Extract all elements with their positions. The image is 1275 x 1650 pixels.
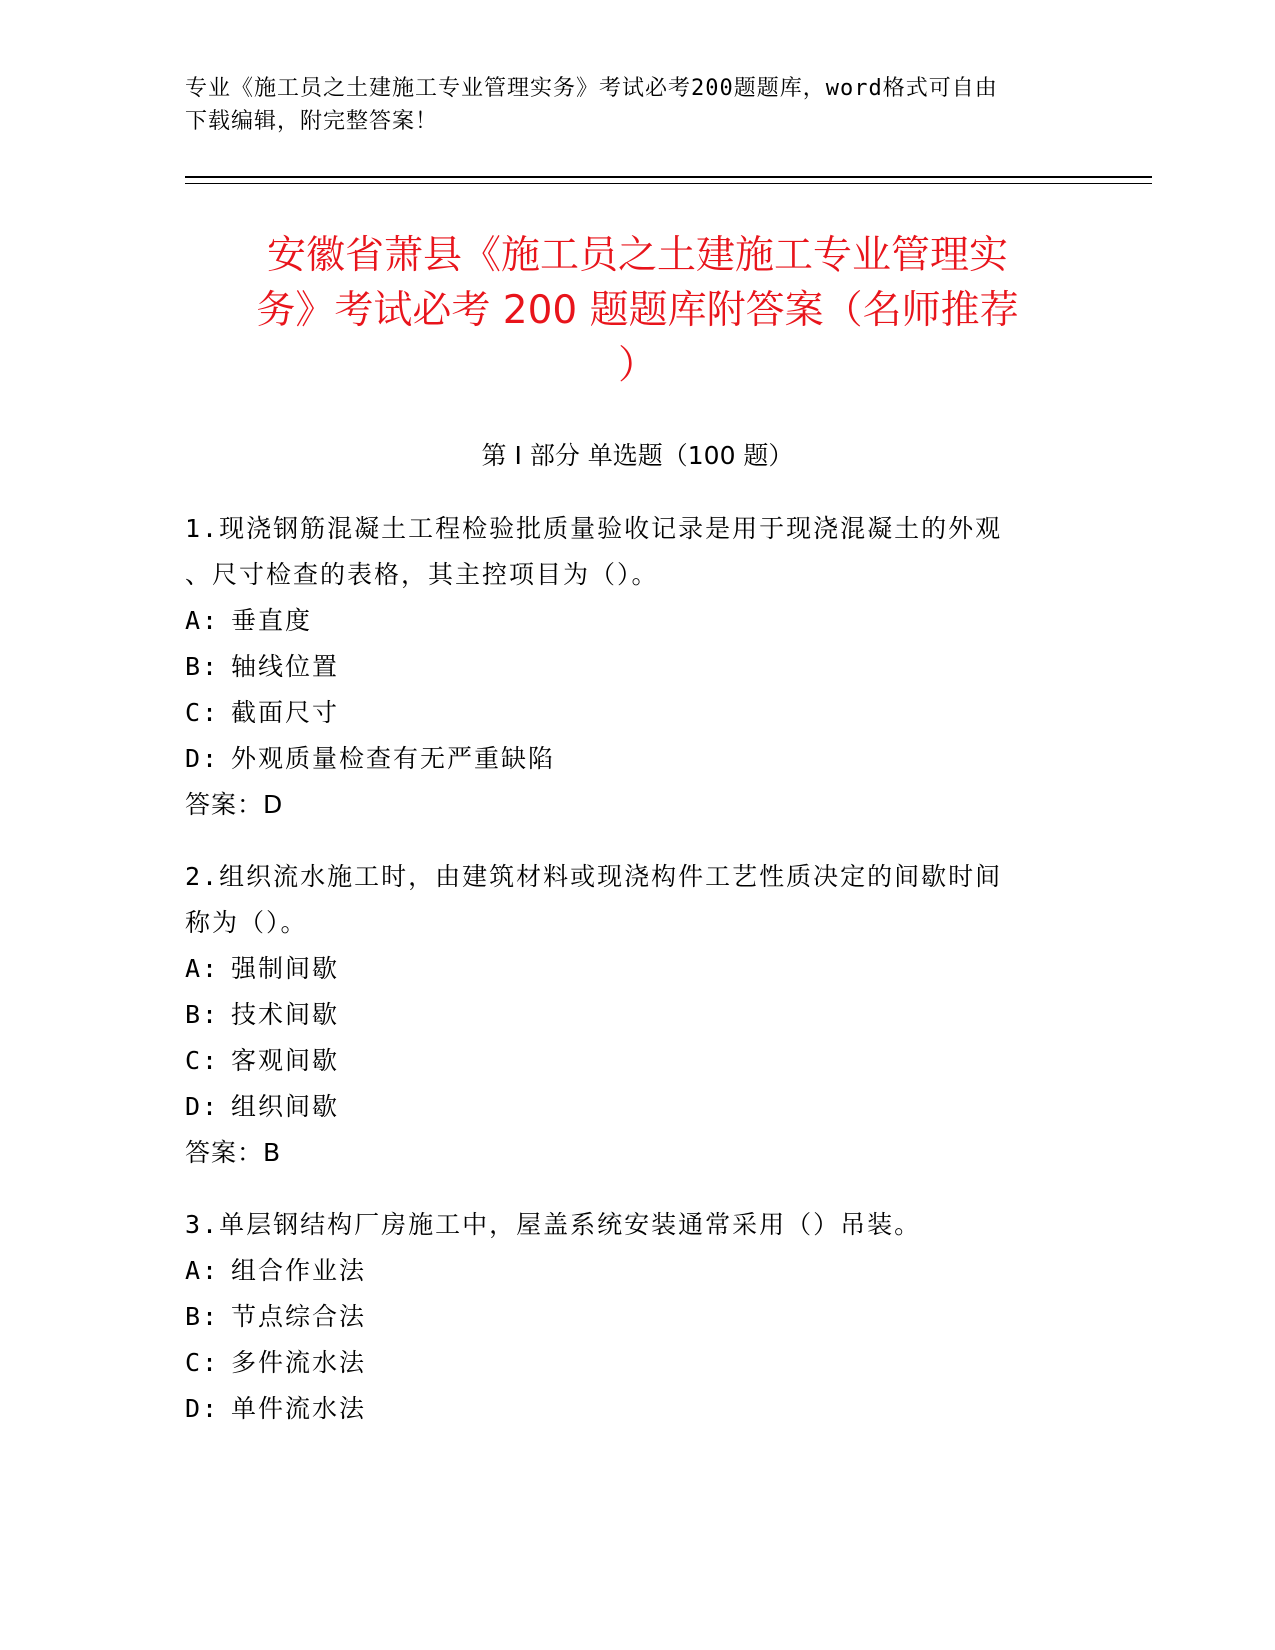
option-text: 技术间歇 — [231, 1000, 340, 1029]
option-b — [185, 1294, 1085, 1340]
header-note-line-1: 专业《施工员之土建施工专业管理实务》考试必考200题题库，word格式可自由 — [185, 76, 998, 101]
option-b — [185, 644, 1085, 690]
header-rule-thick — [185, 176, 1152, 178]
option-text: 截面尺寸 — [231, 698, 340, 727]
option-text: 外观质量检查有无严重缺陷 — [231, 744, 556, 773]
question-3 — [185, 1202, 1085, 1432]
question-1 — [185, 506, 1085, 828]
option-d — [185, 1386, 1085, 1432]
question-stem-line: 3.单层钢结构厂房施工中，屋盖系统安装通常采用（）吊装。 — [185, 1210, 922, 1239]
question-stem-line: 2.组织流水施工时，由建筑材料或现浇构件工艺性质决定的间歇时间 — [185, 862, 1003, 891]
option-key: A: — [185, 1256, 220, 1285]
header-rule-thin — [185, 183, 1152, 184]
option-key: A: — [185, 954, 220, 983]
option-text: 垂直度 — [231, 606, 313, 635]
option-key: D: — [185, 1092, 220, 1121]
question-stem-line: 1.现浇钢筋混凝土工程检验批质量验收记录是用于现浇混凝土的外观 — [185, 514, 1003, 543]
option-text: 轴线位置 — [231, 652, 340, 681]
question-2 — [185, 854, 1085, 1176]
document-title — [185, 228, 1090, 393]
option-c — [185, 1340, 1085, 1386]
option-key: B: — [185, 1302, 220, 1331]
option-text: 单件流水法 — [231, 1394, 367, 1423]
option-a — [185, 1248, 1085, 1294]
option-b — [185, 992, 1085, 1038]
option-text: 客观间歇 — [231, 1046, 340, 1075]
option-c — [185, 1038, 1085, 1084]
answer-line: 答案：B — [185, 1138, 282, 1167]
option-text: 组织间歇 — [231, 1092, 340, 1121]
header-note — [185, 72, 1085, 138]
document-title-line-3: ） — [617, 343, 657, 388]
option-text: 组合作业法 — [231, 1256, 367, 1285]
option-key: A: — [185, 606, 220, 635]
option-c — [185, 690, 1085, 736]
option-a — [185, 946, 1085, 992]
option-a — [185, 598, 1085, 644]
option-key: D: — [185, 744, 220, 773]
option-text: 强制间歇 — [231, 954, 340, 983]
option-key: B: — [185, 1000, 220, 1029]
question-stem-line: 称为（）。 — [185, 908, 308, 937]
option-key: C: — [185, 698, 220, 727]
option-d — [185, 736, 1085, 782]
option-key: C: — [185, 1348, 220, 1377]
option-d — [185, 1084, 1085, 1130]
question-stem-line: 、尺寸检查的表格，其主控项目为（）。 — [185, 560, 659, 589]
document-title-line-1: 安徽省萧县《施工员之土建施工专业管理实 — [266, 233, 1008, 278]
header-note-line-2: 下载编辑，附完整答案！ — [185, 109, 439, 134]
answer-line: 答案：D — [185, 790, 284, 819]
option-key: D: — [185, 1394, 220, 1423]
option-key: C: — [185, 1046, 220, 1075]
option-text: 节点综合法 — [231, 1302, 367, 1331]
option-key: B: — [185, 652, 220, 681]
option-text: 多件流水法 — [231, 1348, 367, 1377]
document-title-line-2: 务》考试必考 200 题题库附答案（名师推荐 — [256, 288, 1019, 333]
section-title: 第 I 部分 单选题（100 题） — [481, 441, 794, 470]
